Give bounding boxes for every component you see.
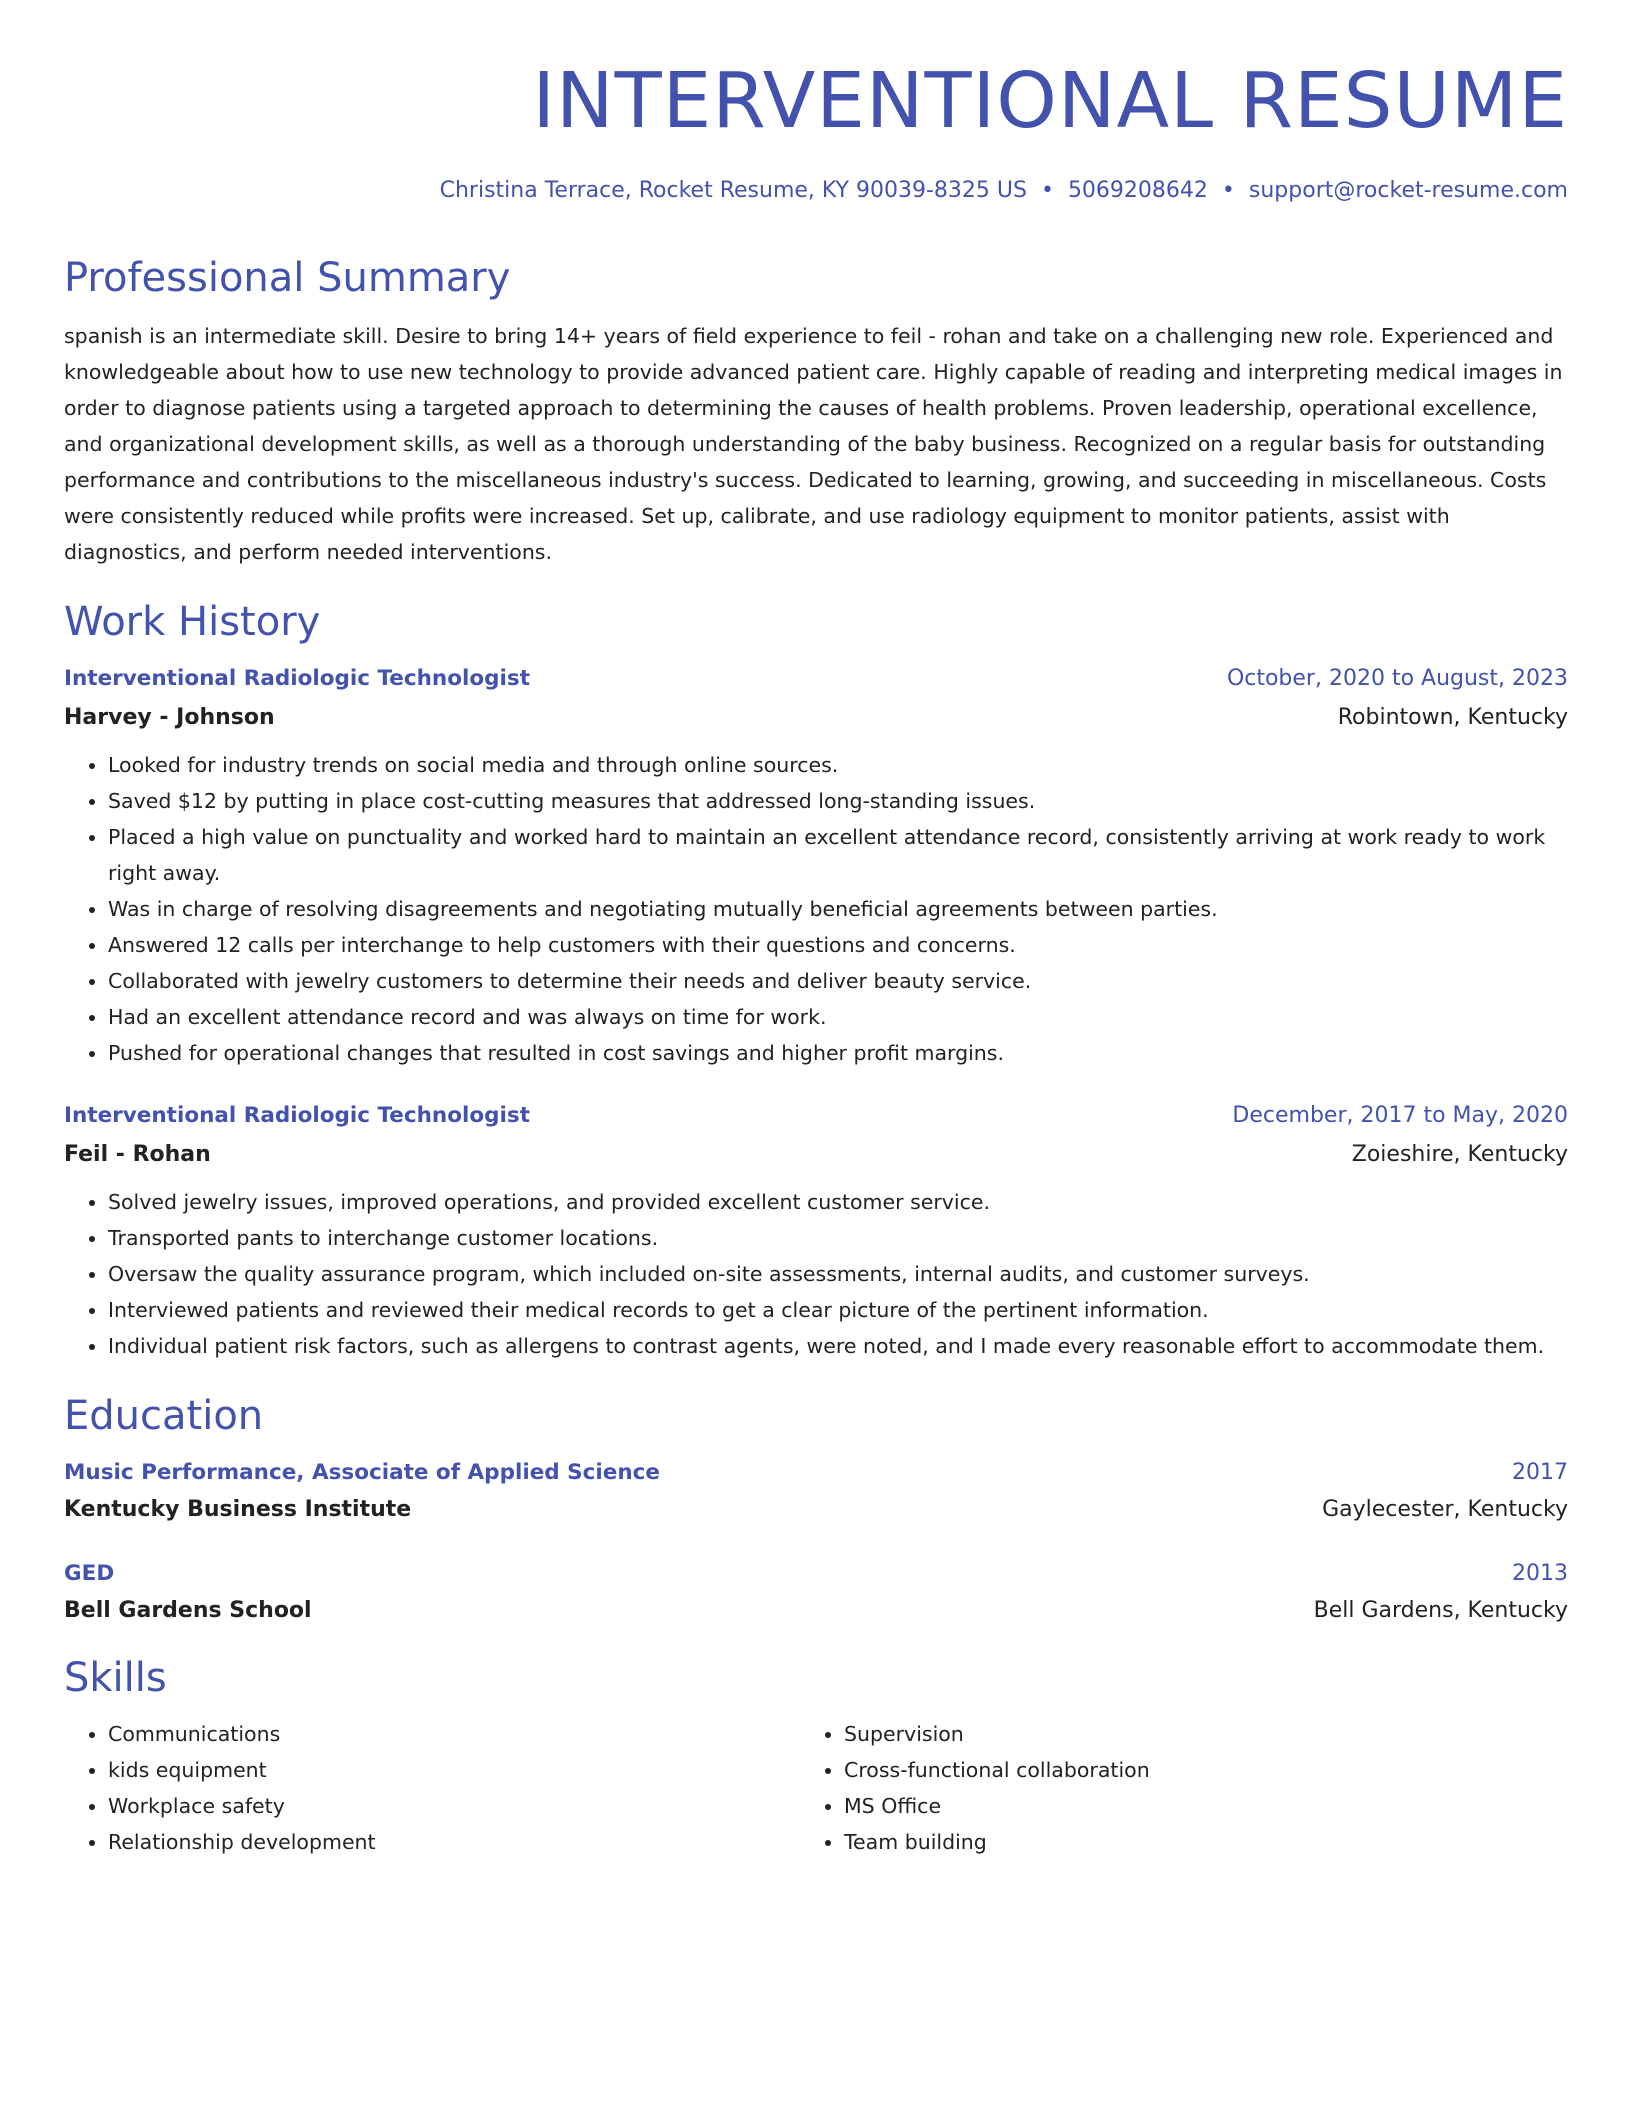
job-title: Interventional Radiologic Technologist <box>64 1103 530 1128</box>
job-bullet: • Oversaw the quality assurance program, which included on-site assessments, internal audits, and customer surveys. <box>108 1256 1568 1292</box>
job-entry <box>64 664 1568 1071</box>
education-school: Kentucky Business Institute <box>64 1497 412 1522</box>
job-employer-row <box>64 703 1568 733</box>
contact-separator: • <box>1040 178 1054 203</box>
job-bullet: • Had an excellent attendance record and was always on time for work. <box>108 999 1568 1035</box>
education-school-row <box>64 1596 1568 1626</box>
education-degree: Music Performance, Associate of Applied Science <box>64 1460 660 1485</box>
skill-item: • kids equipment <box>108 1752 800 1788</box>
education-year: 2017 <box>1512 1460 1568 1485</box>
job-bullet: • Placed a high value on punctuality and worked hard to maintain an excellent attendance record, consistently arriving at work ready to work right away. <box>108 819 1568 891</box>
education-location: Gaylecester, Kentucky <box>1322 1497 1568 1522</box>
skill-item: • Team building <box>844 1824 1536 1860</box>
job-bullet: • Was in charge of resolving disagreements and negotiating mutually beneficial agreements between parties. <box>108 891 1568 927</box>
job-title-row <box>64 1101 1568 1131</box>
job-bullets <box>64 747 1568 1071</box>
education-degree: GED <box>64 1561 115 1586</box>
job-bullet: • Collaborated with jewelry customers to determine their needs and deliver beauty service. <box>108 963 1568 999</box>
resume-name: INTERVENTIONAL RESUME <box>532 57 1568 146</box>
job-bullet: • Interviewed patients and reviewed their medical records to get a clear picture of the pertinent information. <box>108 1292 1568 1328</box>
education-school: Bell Gardens School <box>64 1598 312 1623</box>
job-bullet: • Looked for industry trends on social media and through online sources. <box>108 747 1568 783</box>
contact-line <box>64 176 1568 206</box>
skill-item: • MS Office <box>844 1788 1536 1824</box>
summary-text: spanish is an intermediate skill. Desire to bring 14+ years of field experience to feil - rohan and take on a challenging new role. Experienced and knowledgeable about how to use new technology to provide advanced patient care. Highly capable of reading and interpreting medical images in order to diagnose patients using a targeted approach to determining the causes of health problems. Proven leadership, operational excellence, and organizational development skills, as well as a thorough understanding of the baby business. Recognized on a regular basis for outstanding performance and contributions to the miscellaneous industry's success. Dedicated to learning, growing, and succeeding in miscellaneous. Costs were consistently reduced while profits were increased. Set up, calibrate, and use radiology equipment to monitor patients, assist with diagnostics, and perform needed interventions. <box>64 324 1563 564</box>
job-employer-row <box>64 1140 1568 1170</box>
education-degree-row <box>64 1559 1568 1589</box>
job-bullet: • Saved $12 by putting in place cost-cutting measures that addressed long-standing issues. <box>108 783 1568 819</box>
contact-separator: • <box>1221 178 1235 203</box>
skills-columns <box>64 1716 1568 1860</box>
job-title: Interventional Radiologic Technologist <box>64 666 530 691</box>
education-heading: Education <box>64 1393 264 1439</box>
job-location: Robintown, Kentucky <box>1337 705 1568 730</box>
contact-email[interactable]: support@rocket-resume.com <box>1248 178 1568 203</box>
job-company: Harvey - Johnson <box>64 705 275 730</box>
job-bullet: • Transported pants to interchange customer locations. <box>108 1220 1568 1256</box>
education-entry <box>64 1559 1568 1626</box>
job-bullet: • Individual patient risk factors, such as allergens to contrast agents, were noted, and I made every reasonable effort to accommodate them. <box>108 1328 1568 1364</box>
skill-item: • Cross-functional collaboration <box>844 1752 1536 1788</box>
work-history-heading: Work History <box>64 599 321 645</box>
education-school-row <box>64 1495 1568 1525</box>
education-degree-row <box>64 1458 1568 1488</box>
summary-heading: Professional Summary <box>64 255 511 301</box>
skills-heading: Skills <box>64 1655 167 1701</box>
skill-item: • Communications <box>108 1716 800 1752</box>
job-bullet: • Pushed for operational changes that resulted in cost savings and higher profit margins. <box>108 1035 1568 1071</box>
job-entry <box>64 1101 1568 1364</box>
education-entry <box>64 1458 1568 1525</box>
skill-item: • Relationship development <box>108 1824 800 1860</box>
education-location: Bell Gardens, Kentucky <box>1313 1598 1568 1623</box>
job-dates: October, 2020 to August, 2023 <box>1226 666 1568 691</box>
job-bullets <box>64 1184 1568 1364</box>
job-company: Feil - Rohan <box>64 1142 211 1167</box>
skill-item: • Workplace safety <box>108 1788 800 1824</box>
resume-header <box>64 0 1568 206</box>
job-dates: December, 2017 to May, 2020 <box>1232 1103 1568 1128</box>
skills-list-left <box>64 1716 800 1860</box>
skill-item: • Supervision <box>844 1716 1536 1752</box>
education-year: 2013 <box>1512 1561 1568 1586</box>
contact-address: Christina Terrace, Rocket Resume, KY 90039-8325 US <box>439 178 1027 203</box>
skills-list-right <box>800 1716 1536 1860</box>
job-bullet: • Answered 12 calls per interchange to help customers with their questions and concerns. <box>108 927 1568 963</box>
job-title-row <box>64 664 1568 694</box>
job-location: Zoieshire, Kentucky <box>1351 1142 1568 1167</box>
contact-phone: 5069208642 <box>1067 178 1208 203</box>
job-bullet: • Solved jewelry issues, improved operations, and provided excellent customer service. <box>108 1184 1568 1220</box>
